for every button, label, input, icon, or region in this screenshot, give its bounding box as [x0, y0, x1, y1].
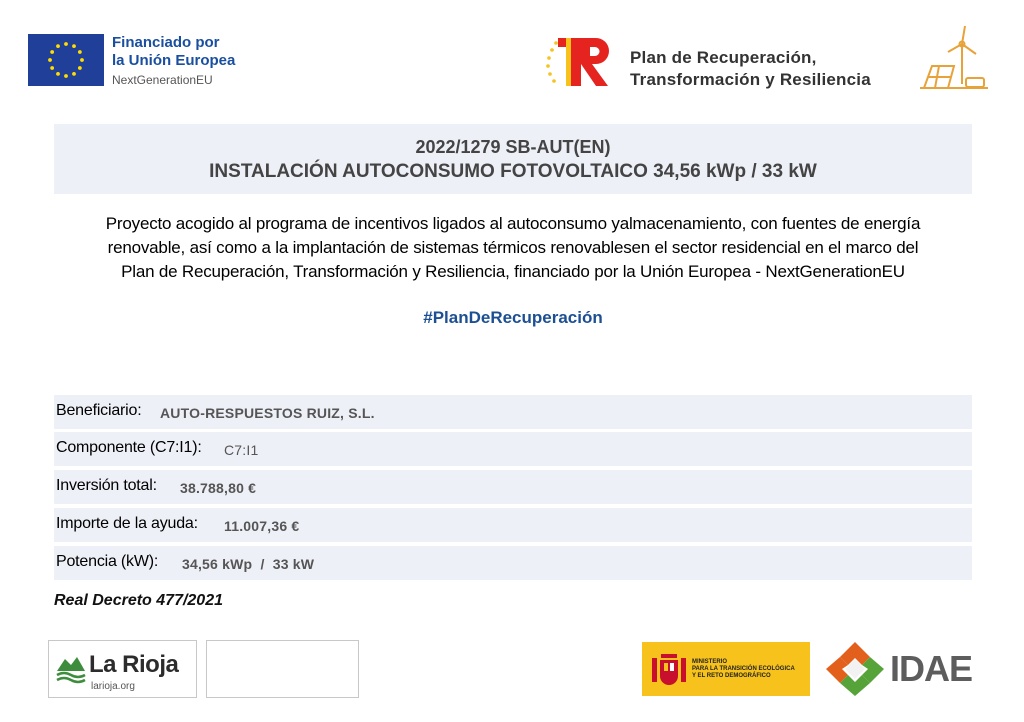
eu-star: [80, 58, 84, 62]
ministerio-line-3: Y EL RETO DEMOGRÁFICO: [692, 673, 771, 679]
description-line-1: Proyecto acogido al programa de incentivos ligados al autoconsumo yalmacenamiento, con fuentes de energía: [105, 214, 921, 233]
wind-solar-icon: [918, 24, 990, 94]
prtr-line-2: Transformación y Resiliencia: [630, 70, 871, 90]
ministerio-text: [692, 659, 795, 680]
field-value: 11.007,36 €: [224, 518, 300, 534]
project-title-box: [54, 124, 972, 194]
field-value: AUTO-RESPUESTOS RUIZ, S.L.: [160, 405, 375, 421]
eu-flag-icon: [28, 34, 104, 86]
la-rioja-url: larioja.org: [91, 681, 135, 692]
description-line-3: Plan de Recuperación, Transformación y Resiliencia, financiado por la Unión Europea - NextGenerationEU: [121, 262, 905, 281]
prtr-logo-icon: [544, 32, 616, 90]
eu-star: [72, 72, 76, 76]
idae-logo-icon: [824, 640, 886, 698]
field-value: 38.788,80 €: [180, 480, 257, 496]
decree-reference: Real Decreto 477/2021: [54, 592, 223, 609]
ministerio-logo: [642, 642, 810, 696]
field-row-beneficiario: [54, 395, 972, 429]
project-description: [54, 212, 972, 284]
prtr-title: [630, 47, 871, 91]
eu-star: [50, 50, 54, 54]
project-name: INSTALACIÓN AUTOCONSUMO FOTOVOLTAICO 34,56 kWp / 33 kW: [209, 161, 817, 182]
empty-logo-box: [206, 640, 359, 698]
field-row-componente: [54, 432, 972, 466]
eu-star: [78, 66, 82, 70]
eu-star: [64, 74, 68, 78]
field-label: Potencia (kW):: [56, 553, 159, 570]
eu-star: [56, 72, 60, 76]
la-rioja-logo-icon: [55, 651, 87, 685]
la-rioja-name: La Rioja: [89, 651, 179, 678]
field-label: Inversión total:: [56, 477, 157, 494]
eu-line-2: la Unión Europea: [112, 52, 236, 69]
eu-star: [56, 44, 60, 48]
hashtag: #PlanDeRecuperación: [423, 308, 603, 327]
eu-star: [72, 44, 76, 48]
eu-funding-label: [112, 34, 235, 87]
field-value: C7:I1: [224, 442, 259, 458]
field-label: Beneficiario:: [56, 402, 142, 419]
field-value: 34,56 kWp / 33 kW: [182, 556, 315, 572]
eu-star: [50, 66, 54, 70]
field-label: Importe de la ayuda:: [56, 515, 198, 532]
la-rioja-logo-box: [48, 640, 197, 698]
prtr-line-1: Plan de Recuperación,: [630, 48, 817, 67]
eu-star: [78, 50, 82, 54]
ministerio-line-1: MINISTERIO: [692, 659, 728, 665]
eu-star: [64, 42, 68, 46]
field-label: Componente (C7:I1):: [56, 439, 202, 456]
idae-wordmark: IDAE: [890, 648, 973, 689]
field-row-potencia: [54, 546, 972, 580]
eu-line-3: NextGenerationEU: [112, 73, 213, 87]
eu-star: [48, 58, 52, 62]
field-row-inversion: [54, 470, 972, 504]
description-line-2: renovable, así como a la implantación de sistemas térmicos renovablesen el sector residencial en el marco del: [107, 238, 919, 257]
ministerio-line-2: PARA LA TRANSICIÓN ECOLÓGICA: [692, 666, 795, 672]
project-code: 2022/1279 SB-AUT(EN): [415, 137, 611, 157]
spain-coat-of-arms-icon: [650, 648, 688, 690]
field-row-importe: [54, 508, 972, 542]
eu-line-1: Financiado por: [112, 34, 220, 51]
